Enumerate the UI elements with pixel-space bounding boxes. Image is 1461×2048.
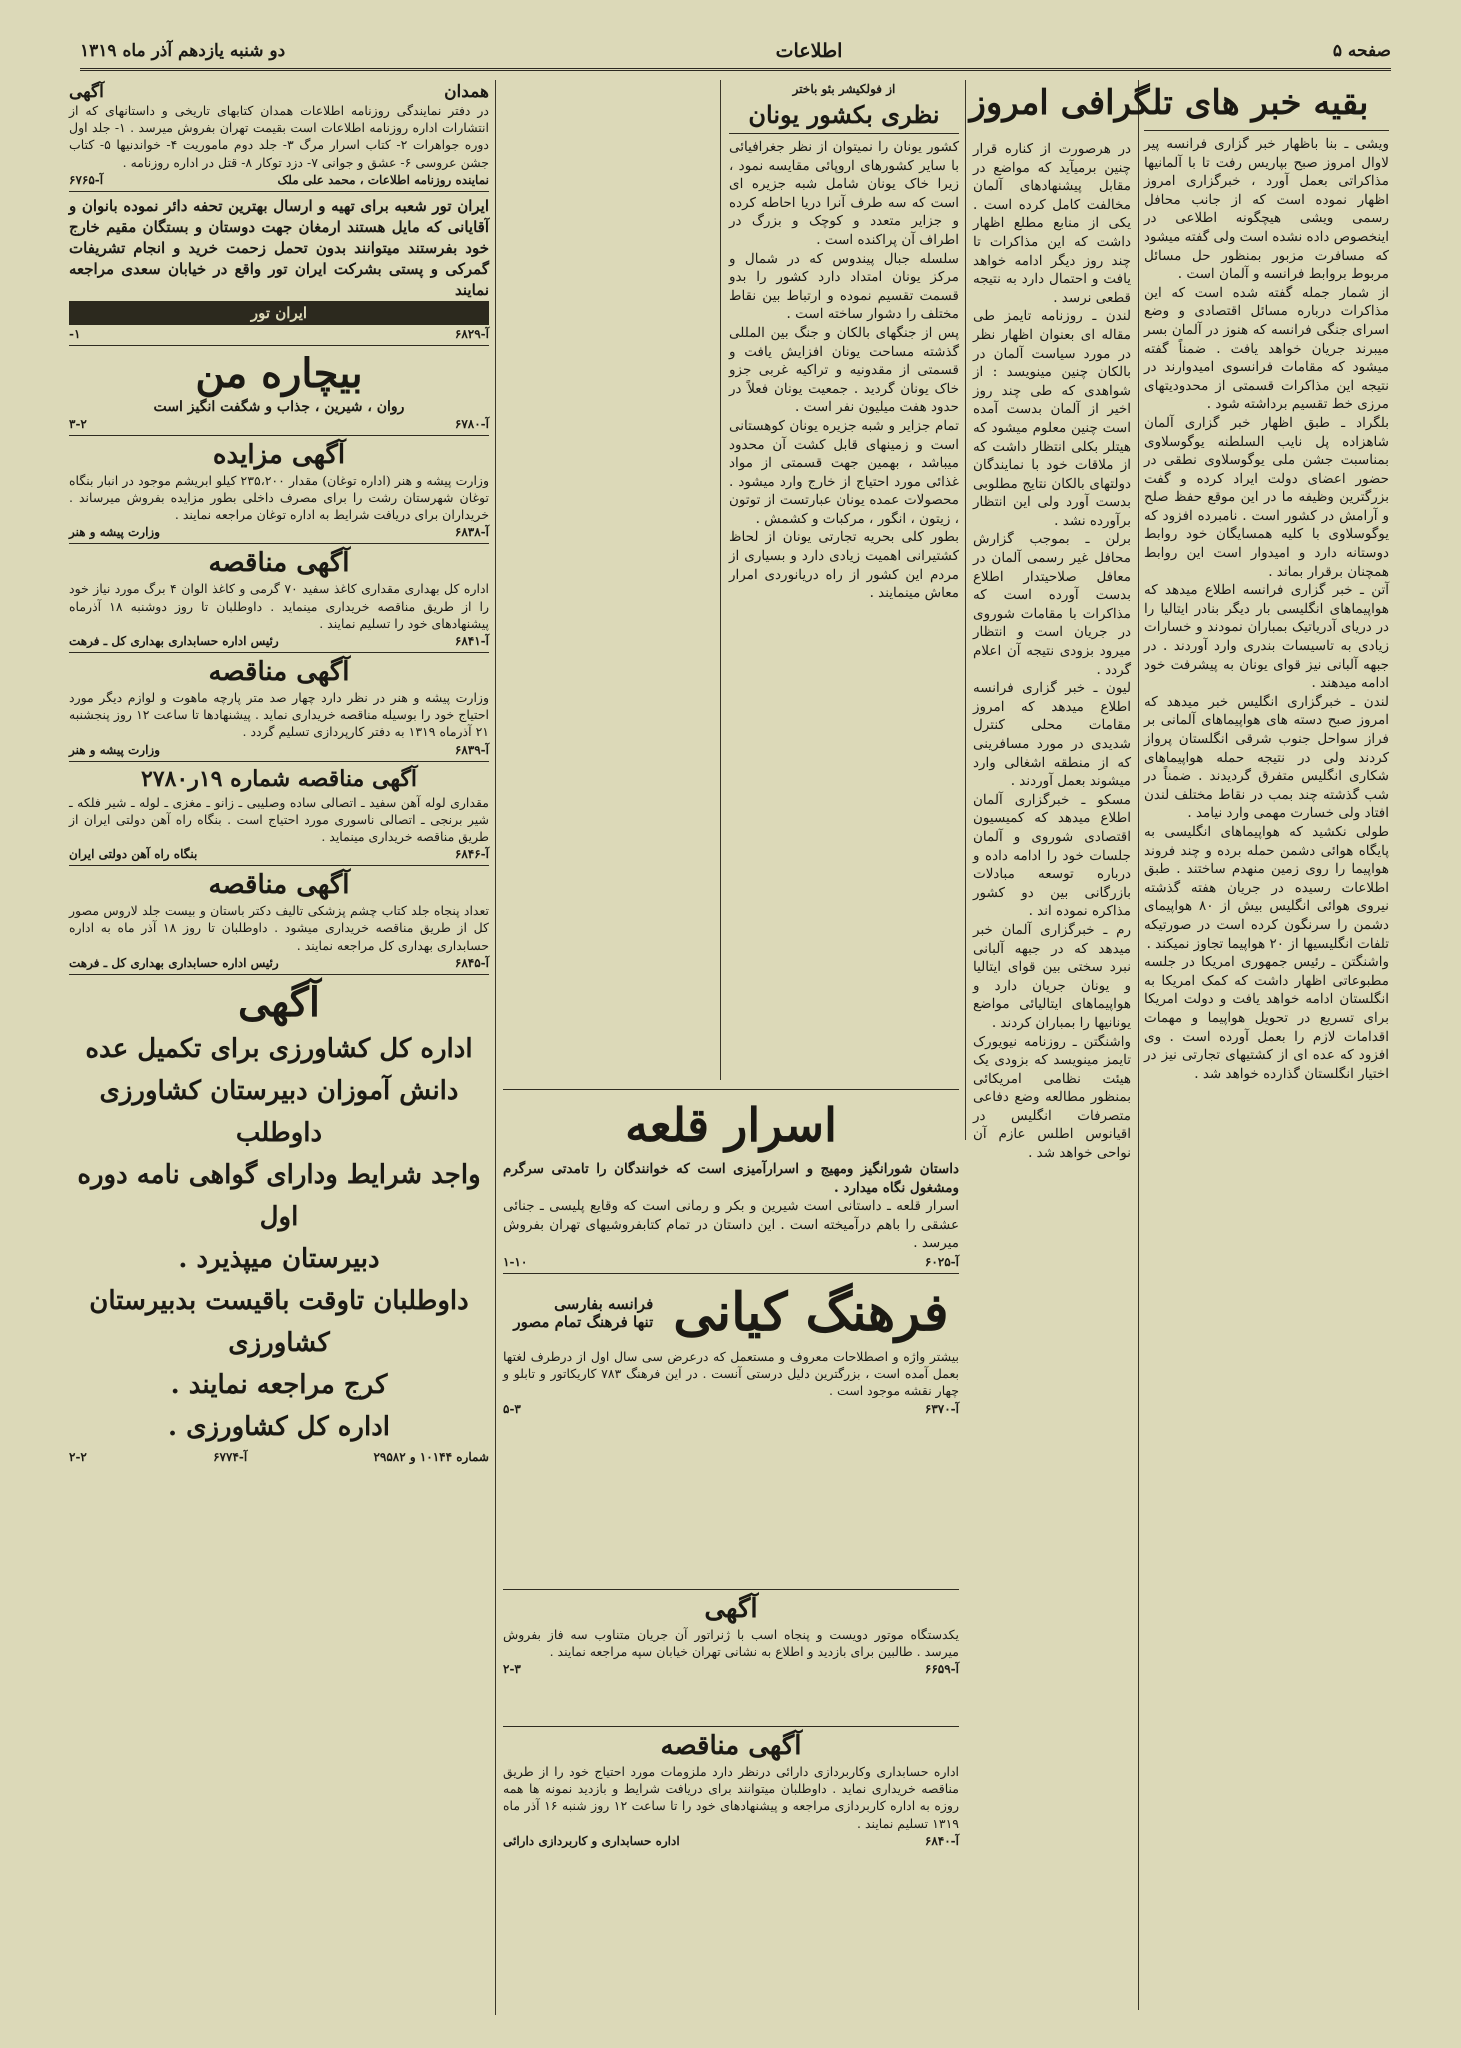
hamadan-ad	[69, 82, 489, 187]
ad-footer	[69, 1450, 489, 1464]
iran-tour-ad	[69, 196, 489, 341]
ad-ref: آ-۶۸۳۹	[454, 742, 489, 757]
divider	[503, 1726, 959, 1727]
ad-footer	[69, 634, 489, 648]
ref-left: ۳-۲	[69, 416, 87, 431]
ad-tagline: روان ، شیرین ، جذاب و شگفت انگیز است	[153, 398, 405, 415]
news-paragraph: از شمار جمله گفته شده است که این مذاکرات درباره مسائل اقتصادی و وضع اسرای جنگی فرانسه که هنوز در آلمان بسر میبرند جریان خواهد یافت . ضمناً گفته میشود که مقامات فرانسوی امیدوارند در نتیجه این مذاکرات قسمتی از محدودیتهای مرزی خط تقسیم برداشته شود .	[1144, 284, 1389, 413]
ad-line: اداره کل کشاورزی برای تکمیل عده	[85, 1033, 473, 1064]
article-paragraph: سلسله جبال پیندوس که در شمال و مرکز یونان امتداد دارد کشور را بدو قسمت تقسیم نموده و ارتباط بین نقاط مختلف را دشوار ساخته است .	[729, 250, 959, 323]
ref-left: ۲-۳	[503, 1662, 521, 1677]
ad-line: دبیرستان میپذیرد .	[178, 1243, 380, 1274]
ad-body: وزارت پیشه و هنر (اداره توغان) مقدار ۲۳۵،۲۰۰ کیلو ابریشم موجود در انبار بنگاه توغان شهرستان رشت را برای مصرف داخلی بطور مزایده بفروش میرساند . خریداران برای دریافت شرایط به اداره توغان مراجعه نمایند .	[69, 472, 490, 523]
article-kicker: از فولکیشر بئو باختر	[792, 82, 896, 96]
ad-body: مقداری لوله آهن سفید ـ اتصالی ساده وصلیبی ـ زانو ـ مغزی ـ لوله ـ شیر فلکه ـ شیر برنجی ـ اتصالی ناسوری مورد احتیاج است . بنگاه راه آهن دولتی ایران از طریق مناقصه خریداری مینماید .	[69, 794, 489, 845]
ad-refs	[503, 1662, 959, 1676]
headline: بقیه خبر های تلگرافی امروز	[969, 83, 1369, 123]
ad-footer	[503, 1834, 959, 1848]
article-paragraph: کشور یونان را نمیتوان از نظر جغرافیائی با سایر کشورهای اروپائی مقایسه نمود ، زیرا خاک یونان شامل شبه جزیره ای است که سه طرف آنرا دریا احاطه کرده و جزایر متعدد و کوچک و بزرگ در اطراف آن پراکنده است .	[729, 139, 959, 248]
ads-column	[69, 80, 489, 2040]
ref-right: آ-۶۶۵۹	[924, 1662, 959, 1677]
article-greece	[729, 80, 959, 1080]
serial-body: اسرار قلعه ـ داستانی است شیرین و بکر و رمانی است که وقایع پلیسی ـ جنائی عشقی را باهم درآمیخته است . این داستان در تمام کتابفروشیهای تهران بفروش میرسد .	[503, 1198, 959, 1252]
tender-ad-4	[69, 870, 489, 970]
masthead	[80, 34, 1391, 71]
ad-ref: آ-۶۸۴۰	[924, 1833, 959, 1848]
news-paragraph: رم ـ خبرگزاری آلمان خبر میدهد که در جبهه آلبانی نبرد سختی بین قوای ایتالیا و یونان جریان دارد و هواپیماهای ایتالیائی مواضع یونانیها را بمباران کردند .	[973, 921, 1131, 1031]
ad-footer	[69, 525, 489, 539]
tender-ad-2	[69, 657, 489, 757]
news-paragraph: در هرصورت از کناره قرار چنین برمیآید که مواضع در مقابل پیشنهادهای آلمان مخالفت کامل کرده است . یکی از منابع مطلع اظهار داشت که این مذاکرات تا چند روز دیگر ادامه خواهد یافت و احتمال دارد به نتیجه قطعی نرسد .	[973, 141, 1131, 306]
divider	[503, 1589, 959, 1590]
column-rule	[495, 80, 496, 2015]
ad-signature: رئیس اداره حسابداری بهداری کل ـ فرهت	[69, 955, 279, 970]
ref-right: آ-۶۰۲۵	[924, 1254, 959, 1269]
ad-title: آگهی مناقصه	[208, 657, 350, 688]
ref-left: ۱-	[69, 326, 81, 341]
divider	[69, 345, 489, 346]
ad-footer	[69, 743, 489, 757]
dict-title: فرهنگ کیانی	[673, 1281, 949, 1343]
divider	[69, 652, 489, 653]
tender-ad-mid	[503, 1722, 959, 2022]
news-paragraph: برلن ـ بموجب گزارش محافل غیر رسمی آلمان در معافل صلاحیتدار اطلاع بدست آورده است که مذاکرات با مقامات شوروی در جریان است و انتظار میرود بزودی نتیجه آن اعلام گردد .	[973, 531, 1131, 678]
ad-footer	[69, 847, 489, 861]
divider	[69, 191, 489, 192]
iran-tour-brand: ایران تور	[69, 301, 489, 325]
ad-body: در دفتر نمایندگی روزنامه اطلاعات همدان کتابهای تاریخی و داستانهای که از انتشارات اداره روزنامه اطلاعات است بقیمت تهران بفروش میرسد . ۱- جلد اول دوره جواهرات ۲- کتاب اسرار مرگ ۳- جلد دوم ماموریت ۴- خواندنیها ۵- کتاب جشن عروسی ۶- عشق و جوانی ۷- دزد توکار ۸- قتل در اداره روزنامه .	[69, 103, 489, 170]
ad-title: آگهی مناقصه	[208, 548, 350, 579]
ad-title: آگهی مناقصه شماره ۱۹ر۲۷۸۰	[140, 765, 418, 792]
ad-body: ایران تور شعبه برای تهیه و ارسال بهترین تحفه دائر نموده بانوان و آقایانی که مایل هستند ارمغان جهت دوستان و بستگان مقیم خارج خود بفرستند میتوانند بدون تحمل زحمت خرید و انجام تشریفات گمرکی و پستی بشرکت ایران تور واقع در خیابان سعدی مراجعه نمایند	[69, 196, 489, 299]
ad-title: آگهی مزایده	[212, 439, 346, 470]
ad-ref: آ-۶۸۴۶	[454, 847, 489, 862]
divider	[69, 974, 489, 975]
divider	[1144, 130, 1389, 131]
ad-ref: آ-۶۷۶۵	[69, 172, 104, 187]
divider	[503, 1273, 959, 1274]
machine-ad	[503, 1585, 959, 1720]
ad-body: یکدستگاه موتور دویست و پنجاه اسب با ژنراتور آن جریان متناوب سه فاز بفروش میرسد . طالبین برای بازدید و اطلاع به نشانی تهران خیابان سپه مراجعه نمایند .	[503, 1627, 959, 1660]
tender-ad-1	[69, 548, 489, 648]
article-paragraph: بطور کلی بحریه تجارتی یونان از لحاظ کشتیرانی اهمیت زیادی دارد و بسیاری از مردم این کشور از راه دریانوردی امرار معاش مینمایند .	[729, 529, 959, 602]
dict-side-2: تنها فرهنگ تمام مصور	[513, 1312, 654, 1331]
divider	[729, 133, 959, 134]
ad-body: وزارت پیشه و هنر در نظر دارد چهار صد متر پارچه ماهوت و لوازم دیگر مورد احتیاج خود را بوسیله مناقصه خریداری نماید . پیشنهادها تا ساعت ۱۲ روز پنجشنبه ۲۱ آذرماه ۱۳۱۹ به دفتر کارپردازی تسلیم گردد .	[69, 690, 489, 740]
news-paragraph: واشنگتن ـ روزنامه نیویورک تایمز مینویسد که بزودی یک هیئت نظامی امریکائی بمنظور مطالعه وضع دفاعی متصرفات انگلیس در اقیانوس اطلس عازم آن نواحی خواهد شد .	[973, 1033, 1131, 1162]
news-paragraph: لندن ـ خبرگزاری انگلیس خبر میدهد که امروز صبح دسته های هواپیماهای آلمانی بر فراز سواحل جنوب شرقی انگلستان پرواز کردند ولی در نتیجه حمله هواپیماهای شکاری انگلیس متفرق گردیدند . ضمناً در شب گذشته چند بمب در نقاط مختلف لندن افتاد ولی خسارت مهمی وارد نیامد .	[1144, 693, 1389, 822]
news-paragraph: لندن ـ روزنامه تایمز طی مقاله ای بعنوان اظهار نظر در مورد سیاست آلمان در بالکان چنین مینویسد : از شواهدی که طی چند روز اخیر از آلمان بدست آمده است چنین معلوم میشود که هیتلر بکلی انتظار داشت که از ملاقات خود با نمایندگان دولتهای بالکان نتایج مطلوبی بدست آورد ولی این انتظار برآورده نشد .	[973, 308, 1131, 529]
serial-title: اسرار قلعه	[625, 1098, 837, 1152]
paper-name: اطلاعات	[775, 40, 843, 62]
dict-refs	[503, 1402, 959, 1416]
auction-ad	[69, 440, 489, 540]
divider	[69, 543, 489, 544]
column-rule	[1138, 80, 1139, 2010]
ref-left: ۲-۲	[69, 1449, 87, 1464]
ad-footer	[69, 173, 489, 187]
article-paragraph: پس از جنگهای بالکان و جنگ بین المللی گذشته مساحت یونان افزایش یافت و قسمتی از مقدونیه و تراکیه غربی جزو خاک یونان گردید . جمعیت یونان فعلاً در حدود هفت میلیون نفر است .	[729, 324, 959, 416]
ad-line: داوطلبان تاوقت باقیست بدبیرستان کشاورزی	[89, 1285, 469, 1358]
ref-right: آ-۶۳۷۰	[924, 1401, 959, 1416]
ad-signature: رئیس اداره حسابداری بهداری کل ـ فرهت	[69, 634, 279, 649]
dict-ad-header	[503, 1278, 959, 1348]
page-label: صفحه ۵	[1332, 41, 1391, 61]
ad-line: واجد شرایط ودارای گواهی نامه دوره اول	[77, 1159, 481, 1232]
dict-side-1: فرانسه بفارسی	[554, 1294, 654, 1313]
ad-title: آگهی مناقصه	[660, 1731, 802, 1761]
divider	[69, 435, 489, 436]
ad-body: اداره حسابداری وکاربردازی دارائی درنظر دارد ملزومات مورد احتیاج خود را از طریق مناقصه خریداری نماید . داوطلبان میتوانند برای دریافت شرایط و بازدید نمونه ها همه روزه به اداره کاربردازی مراجعه و پیشنهادهای خود را تا ساعت ۱۲ روز شنبه ۱۶ آذر ماه ۱۳۱۹ تسلیم نمایند .	[503, 1764, 959, 1831]
news-paragraph: آتن ـ خبر گزاری فرانسه اطلاع میدهد که هواپیماهای انگلیسی بار دیگر بنادر ایتالیا را در دریای آدریاتیک بمباران نمودند و خسارات زیادی به تاسیسات بندری وارد آوردند . در جبهه آلبانی نیز قوای یونان به پیشرفت خود ادامه میدهند .	[1144, 582, 1389, 692]
bichareh-ad	[69, 350, 489, 431]
column-rule	[720, 80, 721, 1080]
ad-line: دانش آموزان دبیرستان کشاورزی داوطلب	[99, 1075, 459, 1148]
ref-right: آ-۶۷۸۰	[454, 416, 489, 431]
news-paragraph: ویشی ـ بنا باظهار خبر گزاری فرانسه پیر لاوال امروز صبح بپاریس رفت تا با آلمانیها مذاکراتی بعمل آورد ، خبرگزاری امروز اظهار نموده است که از جانب محافل رسمی ویشی هیچگونه اطلاعی در اینخصوص داده نشده است ولی گفته میشود که مسافرت مزبور بمنظور حل مسائل مربوط بروابط فرانسه و آلمان است .	[1144, 136, 1389, 283]
ad-phone: شماره ۱۰۱۴۴ و ۲۹۵۸۲	[373, 1449, 489, 1464]
news-paragraph: واشنگتن ـ رئیس جمهوری امریکا در جلسه مطبوعاتی اظهار داشت که کمک امریکا به انگلستان ادامه خواهد یافت و دولت امریکا برای تسریع در تحویل هواپیما و مهمات اقدامات لازم را بعمل آورده است . وی افزود که عده ای از کشتیهای تجارتی نیز در اختیار انگلستان گذارده خواهد شد .	[1144, 954, 1389, 1082]
column-rule	[965, 80, 966, 1140]
ad-refs	[69, 417, 489, 431]
ad-ref: آ-۶۸۴۱	[454, 634, 489, 649]
divider	[503, 1089, 959, 1090]
tender-ad-3	[69, 766, 489, 862]
ad-signature: نماینده روزنامه اطلاعات ، محمد علی ملک	[277, 172, 489, 187]
article-paragraph: تمام جزایر و شبه جزیره یونان کوهستانی است و زمینهای قابل کشت آن محدود میباشد ، بهمین جهت قسمتی از مواد غذائی مورد احتیاج از خارج وارد میشود . محصولات عمده یونان عبارتست از توتون ، زیتون ، انگور ، مرکبات و کشمش .	[729, 417, 959, 527]
ref-right: آ-۶۸۲۹	[454, 326, 489, 341]
dict-body: بیشتر واژه و اصطلاحات معروف و مستعمل که درعرض سی سال اول از درطرف لغتها بعمل آمده است ، بزرگترین دلیل درستی آنست . در این فرهنگ ۷۸۳ کاریکاتور و تابلو و چهار نقشه موجود است .	[503, 1348, 959, 1399]
ad-title: آگهی	[238, 978, 320, 1026]
ad-signature: وزارت پیشه و هنر	[69, 525, 161, 540]
ad-body: تعداد پنجاه جلد کتاب چشم پزشکی تالیف دکتر باستان و بیست جلد لاروس مصور کل از طریق مناقصه خریداری میشود . داوطلبان تا روز ۱۸ آذر ماه به اداره حسابداری بهداری کل مراجعه نمایند .	[69, 903, 489, 953]
ad-refs	[69, 327, 489, 341]
ad-footer	[69, 956, 489, 970]
news-paragraph: مسکو ـ خبرگزاری آلمان اطلاع میدهد که کمیسیون اقتصادی شوروی و آلمان جلسات خود را ادامه داده و درباره توسعه مبادلات بازرگانی بین دو کشور مذاکره نموده اند .	[973, 791, 1131, 920]
agriculture-ad	[69, 979, 489, 1464]
ad-ref: آ-۶۸۴۵	[454, 955, 489, 970]
ad-line: کرج مراجعه نمایند .	[170, 1369, 388, 1400]
dict-sidebar	[513, 1295, 653, 1331]
ad-title: آگهی	[704, 1594, 758, 1624]
ad-signature: بنگاه راه آهن دولتی ایران	[69, 847, 198, 862]
news-paragraph: لیون ـ خبر گزاری فرانسه اطلاع میدهد که امروز مقامات محلی کنترل شدیدی در مورد مسافرینی که از منطقه اشغالی وارد میشوند بعمل آوردند .	[973, 680, 1131, 790]
article-title: نظری بکشور یونان	[748, 100, 940, 129]
serial-intro: داستان شورانگیز ومهیج و اسرارآمیزی است که خوانندگان را تامدتی سرگرم ومشغول نگاه میدارد .	[503, 1161, 959, 1196]
ad-ref: آ-۶۸۳۸	[454, 525, 489, 540]
divider	[69, 761, 489, 762]
ad-title: بیچاره من	[195, 349, 363, 397]
news-paragraph: بلگراد ـ طبق اظهار خبر گزاری آلمان شاهزاده پل نایب السلطنه یوگوسلاوی بمناسبت جشن ملی یوگوسلاوی نطقی در حضور اعضای دولت ایراد کرده و گفت بزرگترین وظیفه ما در این موقع حفظ صلح و آرامش در کشور است . نامبرده افزود که یوگوسلاوی با کلیه همسایگان خود روابط دوستانه دارد و امیدوار است این روابط همچنان برقرار بماند .	[1144, 414, 1389, 580]
divider	[69, 865, 489, 866]
ad-body: اداره کل بهداری مقداری کاغذ سفید ۷۰ گرمی و کاغذ الوان ۴ برگ مورد نیاز خود را از طریق مناقصه خریداری مینماید . داوطلبان تا روز دوشنبه ۱۸ آذرماه پیشنهادهای خود را تسلیم نمایند .	[69, 581, 490, 631]
news-paragraph: طولی نکشید که هواپیماهای انگلیسی به پایگاه هوائی دشمن حمله برده و چند فروند هواپیما را روی زمین منهدم ساختند . طبق اطلاعات رسیده در جریان هفته گذشته نیروی هوائی انگلیس بیش از ۸۰ هواپیمای دشمن را سرنگون کرده است در صورتیکه تلفات انگلیسیها از ۲۰ هواپیما تجاوز نمیکند .	[1144, 823, 1389, 952]
ad-signature: اداره کل کشاورزی .	[168, 1411, 390, 1442]
ref-right: آ-۶۷۷۴	[213, 1449, 248, 1464]
news-column-2	[973, 140, 1131, 2015]
ad-location: همدان	[444, 82, 489, 102]
ad-signature: وزارت پیشه و هنر	[69, 742, 161, 757]
ad-title: آگهی	[69, 82, 104, 102]
ad-title: آگهی مناقصه	[208, 870, 350, 901]
ad-signature: اداره حسابداری و کاربردازی دارائی	[503, 1833, 680, 1848]
ref-left: ۱-۱۰	[503, 1254, 528, 1269]
ref-left: ۵-۳	[503, 1401, 521, 1416]
date-line: دو شنبه یازدهم آذر ماه ۱۳۱۹	[80, 41, 286, 61]
serial-ad	[503, 1085, 959, 1585]
serial-refs	[503, 1255, 959, 1269]
